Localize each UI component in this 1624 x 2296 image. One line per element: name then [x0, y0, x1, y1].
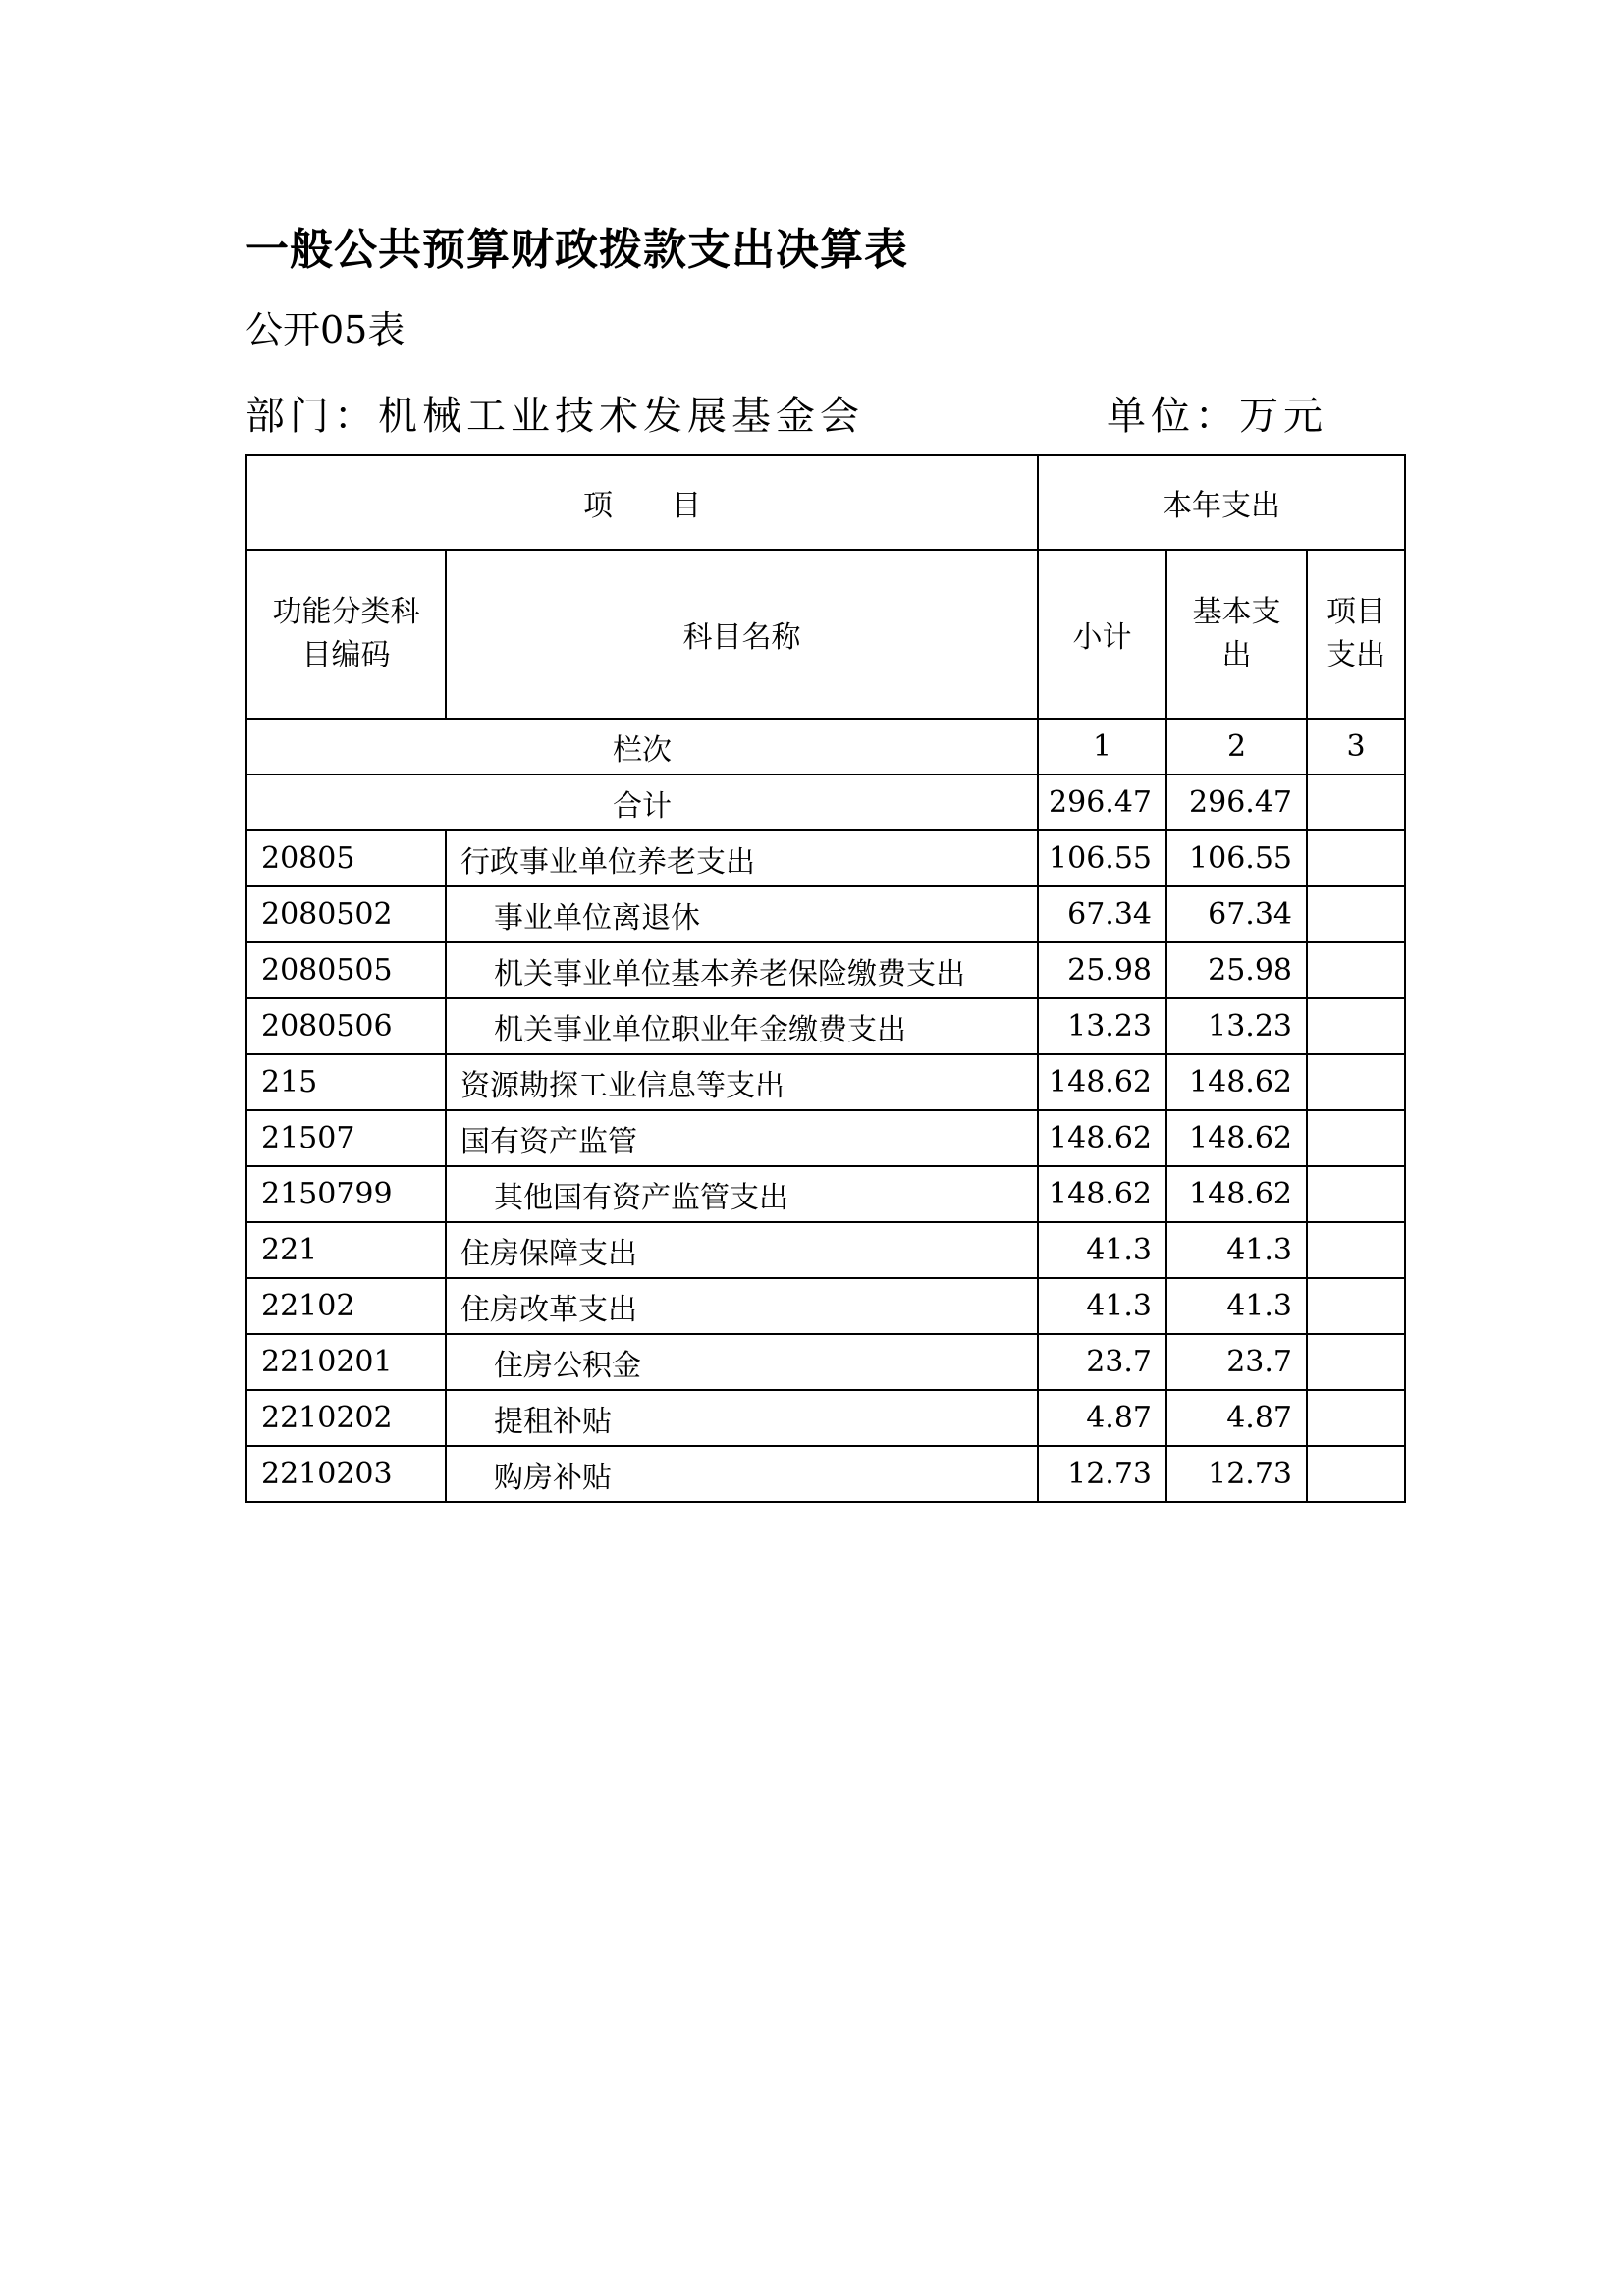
header-current-year: 本年支出 [1038, 455, 1405, 550]
row-basic: 148.62 [1166, 1054, 1307, 1110]
row-project [1307, 1446, 1405, 1502]
row-code: 21507 [246, 1110, 446, 1166]
row-name: 机关事业单位职业年金缴费支出 [446, 998, 1038, 1054]
row-code: 2210201 [246, 1334, 446, 1390]
table-row [246, 830, 1405, 886]
table-row [246, 1334, 1405, 1390]
row-basic: 4.87 [1166, 1390, 1307, 1446]
row-basic: 23.7 [1166, 1334, 1307, 1390]
table-row [246, 1054, 1405, 1110]
table-row [246, 942, 1405, 998]
row-basic: 67.34 [1166, 886, 1307, 942]
row-subtotal: 23.7 [1038, 1334, 1166, 1390]
row-name: 住房公积金 [446, 1334, 1038, 1390]
unit-label: 单位：万元 [1107, 394, 1327, 439]
row-basic: 106.55 [1166, 830, 1307, 886]
department-label: 部门：机械工业技术发展基金会 [245, 394, 864, 439]
row-code: 2080505 [246, 942, 446, 998]
header-name: 科目名称 [446, 550, 1038, 719]
row-code: 2080506 [246, 998, 446, 1054]
row-subtotal: 67.34 [1038, 886, 1166, 942]
row-code: 2150799 [246, 1166, 446, 1222]
total-label: 合计 [246, 774, 1038, 830]
row-code: 2210203 [246, 1446, 446, 1502]
row-subtotal: 41.3 [1038, 1222, 1166, 1278]
column-index-row [246, 719, 1405, 774]
row-code: 22102 [246, 1278, 446, 1334]
header-subtotal: 小计 [1038, 550, 1166, 719]
row-code: 2080502 [246, 886, 446, 942]
column-index-2: 2 [1166, 719, 1307, 774]
table-row [246, 1110, 1405, 1166]
table-row [246, 886, 1405, 942]
total-basic: 296.47 [1166, 774, 1307, 830]
row-basic: 41.3 [1166, 1278, 1307, 1334]
header-basic: 基本支出 [1166, 550, 1307, 719]
row-basic: 12.73 [1166, 1446, 1307, 1502]
row-code: 215 [246, 1054, 446, 1110]
row-subtotal: 41.3 [1038, 1278, 1166, 1334]
row-subtotal: 25.98 [1038, 942, 1166, 998]
row-name: 住房改革支出 [446, 1278, 1038, 1334]
row-basic: 25.98 [1166, 942, 1307, 998]
header-row [246, 455, 1405, 550]
row-name: 其他国有资产监管支出 [446, 1166, 1038, 1222]
row-project [1307, 1222, 1405, 1278]
table-row [246, 1278, 1405, 1334]
header-item: 项 目 [246, 455, 1038, 550]
row-subtotal: 148.62 [1038, 1054, 1166, 1110]
total-row [246, 774, 1405, 830]
row-project [1307, 1054, 1405, 1110]
row-name: 国有资产监管 [446, 1110, 1038, 1166]
table-row [246, 1222, 1405, 1278]
row-name: 资源勘探工业信息等支出 [446, 1054, 1038, 1110]
row-name: 事业单位离退休 [446, 886, 1038, 942]
row-subtotal: 148.62 [1038, 1110, 1166, 1166]
row-name: 购房补贴 [446, 1446, 1038, 1502]
table-row [246, 998, 1405, 1054]
row-code: 20805 [246, 830, 446, 886]
row-name: 住房保障支出 [446, 1222, 1038, 1278]
row-project [1307, 998, 1405, 1054]
expenditure-table [245, 454, 1406, 1503]
row-basic: 148.62 [1166, 1166, 1307, 1222]
table-row [246, 1390, 1405, 1446]
subheader-row [246, 550, 1405, 719]
row-project [1307, 1110, 1405, 1166]
total-subtotal: 296.47 [1038, 774, 1166, 830]
column-index-3: 3 [1307, 719, 1405, 774]
column-index-label: 栏次 [246, 719, 1038, 774]
column-index-1: 1 [1038, 719, 1166, 774]
row-basic: 41.3 [1166, 1222, 1307, 1278]
row-name: 提租补贴 [446, 1390, 1038, 1446]
row-name: 机关事业单位基本养老保险缴费支出 [446, 942, 1038, 998]
table-row [246, 1166, 1405, 1222]
row-project [1307, 942, 1405, 998]
row-subtotal: 106.55 [1038, 830, 1166, 886]
header-project: 项目支出 [1307, 550, 1405, 719]
row-subtotal: 4.87 [1038, 1390, 1166, 1446]
row-project [1307, 886, 1405, 942]
row-project [1307, 1166, 1405, 1222]
row-project [1307, 1334, 1405, 1390]
page-title: 一般公共预算财政拨款支出决算表 [245, 225, 908, 275]
row-subtotal: 13.23 [1038, 998, 1166, 1054]
row-name: 行政事业单位养老支出 [446, 830, 1038, 886]
header-code: 功能分类科目编码 [246, 550, 446, 719]
row-basic: 148.62 [1166, 1110, 1307, 1166]
total-project [1307, 774, 1405, 830]
table-number: 公开05表 [245, 308, 406, 351]
row-subtotal: 12.73 [1038, 1446, 1166, 1502]
row-project [1307, 1390, 1405, 1446]
row-code: 2210202 [246, 1390, 446, 1446]
table-row [246, 1446, 1405, 1502]
row-basic: 13.23 [1166, 998, 1307, 1054]
row-project [1307, 1278, 1405, 1334]
row-project [1307, 830, 1405, 886]
row-code: 221 [246, 1222, 446, 1278]
row-subtotal: 148.62 [1038, 1166, 1166, 1222]
